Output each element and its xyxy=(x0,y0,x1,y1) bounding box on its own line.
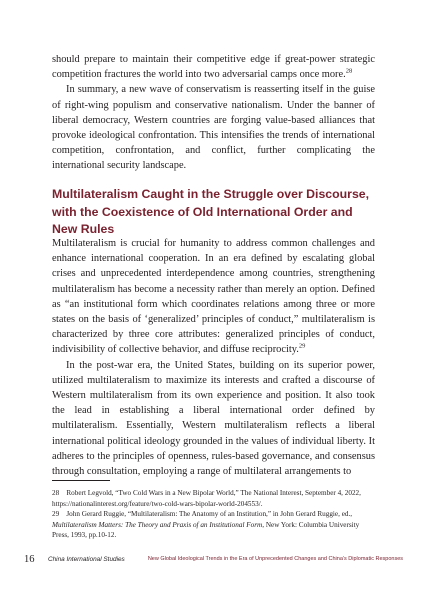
paragraph-text: In summary, a new wave of conservatism is reasserting itself in the guise of right-wing populism and conservative nationalism. Under the banner of liberal democracy, Western countries are forging value-based alliances that provoke ideological confrontation. This intensifies the trends of international competition, confrontation, and conflict, further complicating the international security landscape. xyxy=(52,84,375,172)
paragraph-text: In the post-war era, the United States, building on its superior power, utilized multilateralism to maximize its interests and crafted a discourse of Western multilateralism from its own experience and position. It also took the lead in establishing a liberal international order defined by multilateralism. Essentially, Western multilateralism reflects a liberal international political ideology grounded in the values of individual liberty. It adheres to the principles of openness, rules-based governance, and consensus through consultation, employing a range of multilateral arrangements to xyxy=(52,359,375,478)
body-text-top xyxy=(52,52,375,174)
footnote-text: 29 John Gerard Ruggie, “Multilateralism: The Anatomy of an Institution,” in John Gerard Ruggie, ed., xyxy=(52,510,353,519)
footnote-28: 28 Robert Legvold, “Two Cold Wars in a New Bipolar World,” The National Interest, September 4, 2022, https://nationalinterest.org/feature/two-cold-wars-bipolar-world-204553/. xyxy=(52,489,361,508)
paragraph xyxy=(52,82,375,173)
running-head: New Global Ideological Trends in the Era of Unprecedented Changes and China’s Diplomatic Responses xyxy=(147,556,403,562)
footnote-ref[interactable]: 29 xyxy=(298,342,306,350)
footnote-ref[interactable]: 28 xyxy=(345,67,353,75)
section-heading: Multilateralism Caught in the Struggle over Discourse, with the Coexistence of Old International Order and New Rules xyxy=(52,187,370,236)
body-text-bottom xyxy=(52,236,375,479)
journal-name: China International Studies xyxy=(48,556,125,563)
paragraph-text: should prepare to maintain their competitive edge if great-power strategic competition fractures the world into two adversarial camps once more. xyxy=(52,54,375,81)
paragraph xyxy=(52,236,375,358)
paragraph xyxy=(52,52,375,82)
paragraph xyxy=(52,358,375,480)
paragraph-text: Multilateralism is crucial for humanity to address common challenges and enhance international cooperation. In an era defined by escalating global crises and unprecedented interdependence among countries, strengthening multilateralism has become a necessity rather than merely an option. Defined as “an institutional form which coordinates relations among three or more states on the basis of ‘generalized’ principles of conduct,” multilateralism is characterized by three core attributes: generalized principles of conduct, indivisibility of collective behavior, and diffuse reciprocity. xyxy=(52,238,375,356)
footnotes xyxy=(52,488,375,541)
footnote-29 xyxy=(52,509,375,541)
page-number: 16 xyxy=(24,554,35,565)
footnote-text: , New York: Columbia University Press, 1993, pp.10-12. xyxy=(52,520,360,540)
book-title: Multilateralism Matters: The Theory and Praxis of an Institutional Form xyxy=(52,520,263,529)
footnote-divider xyxy=(52,480,110,481)
